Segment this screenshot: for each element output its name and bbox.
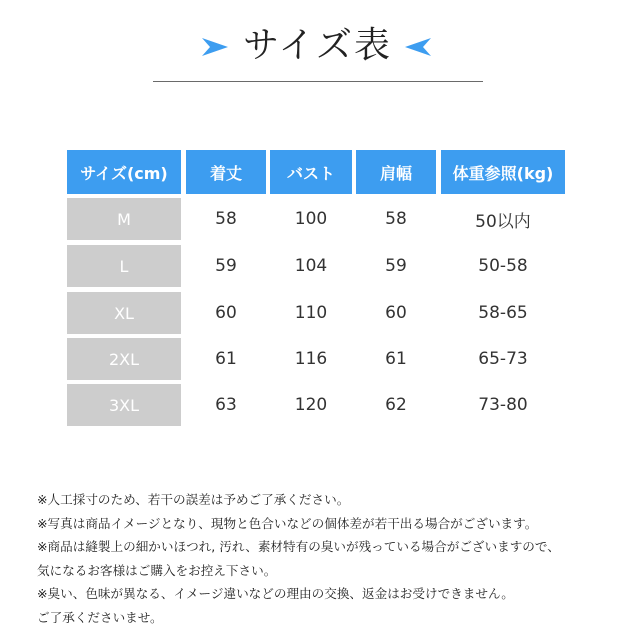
table-cell: 73-80 [478,395,528,415]
row-header-size: XL [67,292,181,334]
table-cell: 58 [215,209,237,229]
header-cell-bust: バスト [270,150,352,194]
table-cell: 59 [385,256,407,276]
table-cell: 100 [294,209,328,229]
row-header-size: M [67,198,181,240]
table-cell: 110 [294,303,328,323]
table-cell: 63 [215,395,237,415]
arrow-left-icon [403,36,433,58]
table-cell: 50-58 [478,256,528,276]
table-cell: 50以内 [475,211,531,232]
note-line: ご了承くださいませ。 [37,609,163,625]
table-cell: 61 [215,349,237,369]
title-divider [153,81,483,82]
header-cell-weight: 体重参照(kg) [441,150,565,194]
table-cell: 60 [385,303,407,323]
page-title: サイズ表 [242,25,393,66]
row-header-size: L [67,245,181,287]
table-cell: 58-65 [478,303,528,323]
title-section [0,22,635,72]
table-cell: 120 [294,395,328,415]
note-line: 気になるお客様はご購入をお控え下さい。 [37,562,277,578]
notes-section [37,488,627,629]
table-cell: 59 [215,256,237,276]
note-line: ※商品は縫製上の細かいほつれ, 汚れ、素材特有の臭いが残っている場合がございますので、 [37,539,560,554]
header-cell-length: 着丈 [186,150,266,194]
row-header-size: 3XL [67,384,181,426]
table-cell: 62 [385,395,407,415]
table-cell: 60 [215,303,237,323]
table-cell: 65-73 [478,349,528,369]
table-cell: 61 [385,349,407,369]
note-line: ※臭い、色味が異なる、イメージ違いなどの理由の交換、返金はお受けできません。 [37,586,514,601]
row-header-size: 2XL [67,338,181,380]
table-cell: 116 [294,349,328,369]
note-line: ※写真は商品イメージとなり、現物と色合いなどの個体差が若干出る場合がございます。 [37,515,538,531]
table-cell: 104 [294,256,328,276]
header-cell-size: サイズ(cm) [67,150,181,194]
table-cell: 58 [385,209,407,229]
note-line: ※人工採寸のため、若干の誤差は予めご了承ください。 [37,492,350,507]
header-cell-shoulder: 肩幅 [356,150,436,194]
